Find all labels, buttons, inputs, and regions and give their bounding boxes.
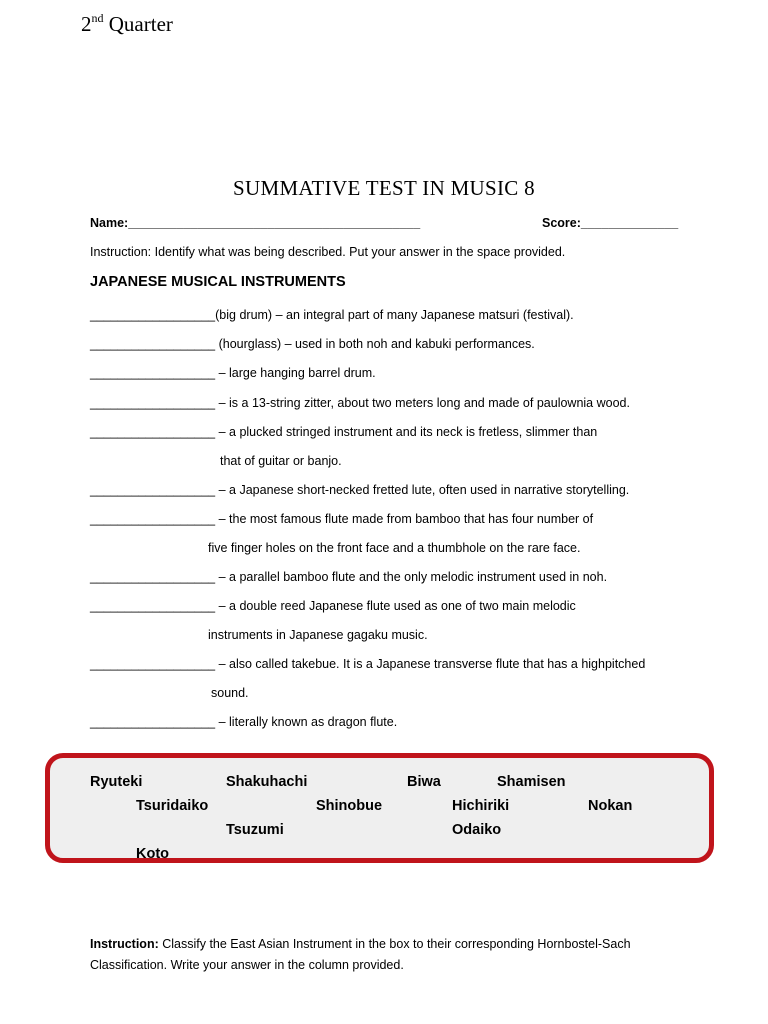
question-item[interactable]: __________________ – is a 13-string zitter, about two meters long and made of paulownia wood. [90,396,630,410]
word-bank-item: Tsuridaiko [136,798,209,814]
question-item[interactable]: __________________ (hourglass) – used in both noh and kabuki performances. [90,337,535,351]
word-bank-item: Shakuhachi [226,774,308,790]
word-bank-item: Odaiko [452,822,502,838]
question-continuation: sound. [211,686,249,700]
instruction-2-line2: Classification. Write your answer in the column provided. [90,958,404,972]
name-field[interactable]: Name:__________________________________________ [90,216,421,230]
question-item[interactable]: __________________ – a parallel bamboo flute and the only melodic instrument used in noh. [90,570,608,584]
question-continuation: instruments in Japanese gagaku music. [208,628,428,642]
question-item[interactable]: __________________ – large hanging barrel drum. [90,366,376,380]
page-title: SUMMATIVE TEST IN MUSIC 8 [233,176,535,200]
word-bank-item: Koto [136,846,170,862]
word-bank-item: Shinobue [316,798,383,814]
quarter-heading: 2nd Quarter [81,11,173,36]
instruction-text: Instruction: Identify what was being described. Put your answer in the space provided. [90,245,566,259]
question-item[interactable]: __________________ – a Japanese short-necked fretted lute, often used in narrative storytelling. [90,483,630,497]
word-bank-item: Hichiriki [452,798,510,814]
question-item[interactable]: __________________ – literally known as dragon flute. [90,715,398,729]
word-bank-item: Shamisen [497,774,566,790]
word-bank-item: Nokan [588,798,633,814]
score-field[interactable]: Score:______________ [542,216,679,230]
word-bank-item: Biwa [407,774,441,790]
instruction-2: Instruction: Classify the East Asian Instrument in the box to their corresponding Hornbostel-Sach [90,937,631,951]
question-item[interactable]: __________________ – a plucked stringed instrument and its neck is fretless, slimmer than [90,425,598,439]
question-item[interactable]: __________________ – also called takebue. It is a Japanese transverse flute that has a highpitched [90,657,646,671]
section-title: JAPANESE MUSICAL INSTRUMENTS [90,274,346,290]
question-item[interactable]: __________________ – a double reed Japanese flute used as one of two main melodic [90,599,576,613]
word-bank-item: Ryuteki [90,774,143,790]
question-continuation: that of guitar or banjo. [220,454,342,468]
word-bank-item: Tsuzumi [226,822,284,838]
question-continuation: five finger holes on the front face and a thumbhole on the rare face. [208,541,581,555]
question-item[interactable]: __________________ – the most famous flute made from bamboo that has four number of [90,512,594,526]
question-item[interactable]: __________________(big drum) – an integral part of many Japanese matsuri (festival). [90,308,574,322]
